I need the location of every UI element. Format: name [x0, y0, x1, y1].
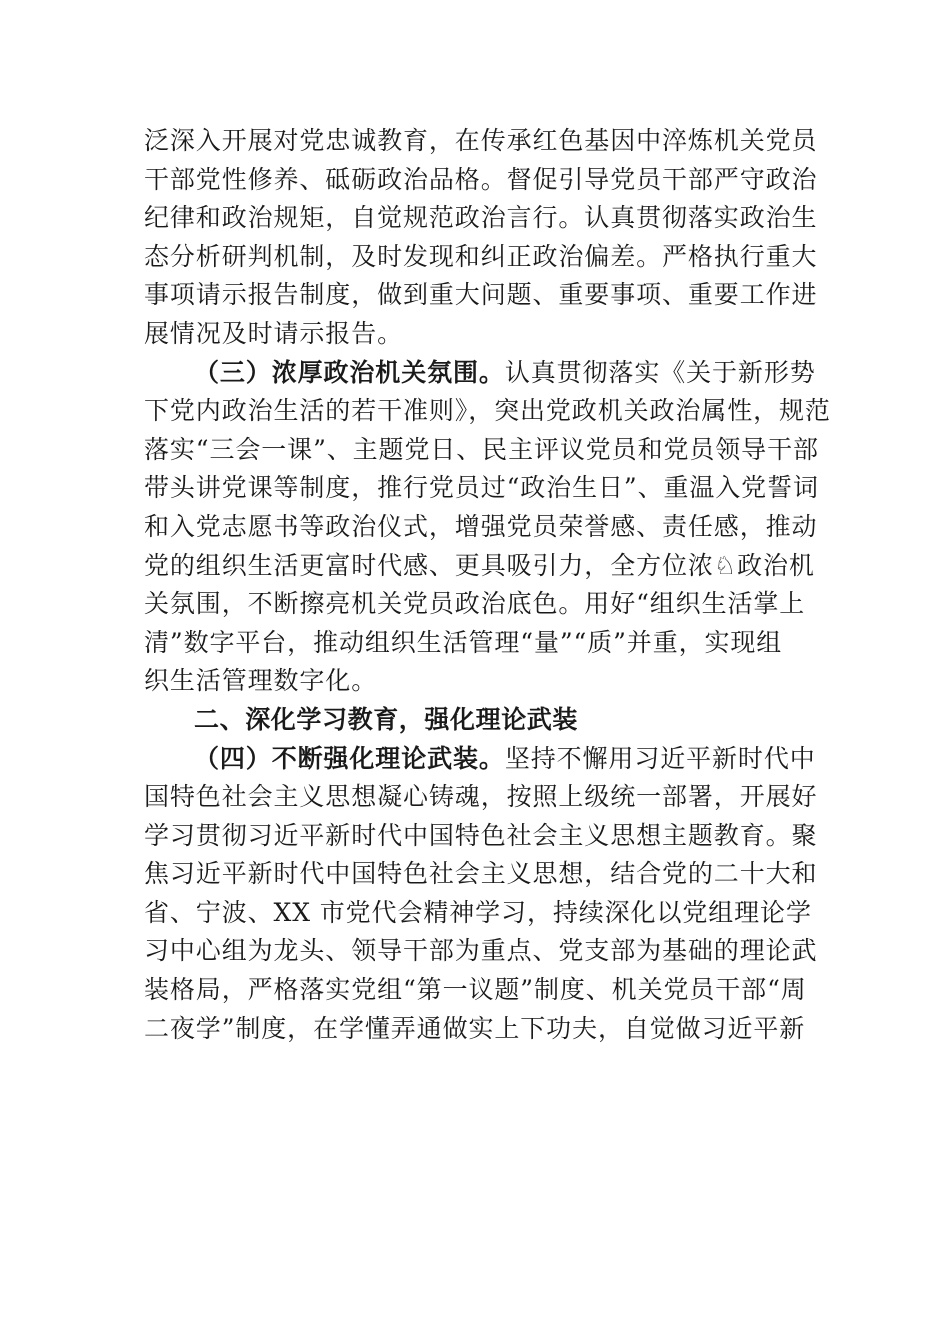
- text-line: 泛深入开展对党忠诚教育，在传承红色基因中淬炼机关党员: [144, 126, 818, 155]
- text-line: 带头讲党课等制度，推行党员过“政治生日”、重温入党誓词: [144, 473, 819, 503]
- text-line: 党的组织生活更富时代感、更具吸引力，全方位浓♘政治机: [144, 550, 815, 580]
- document-body: [144, 122, 831, 1048]
- text-line: 学习贯彻习近平新时代中国特色社会主义思想主题教育。聚: [144, 820, 818, 850]
- paragraph-loyalty-education: [144, 122, 818, 354]
- text-line: 国特色社会主义思想凝心铸魂，按照上级统一部署，开展好: [144, 782, 818, 812]
- text-line: [144, 740, 814, 779]
- text-line: 清”数字平台，推动组织生活管理“量”“质”并重，实现组: [144, 627, 783, 657]
- text-line: 和入党志愿书等政治仪式，增强党员荣誉感、责任感，推动: [144, 511, 818, 541]
- text-line: 省、宁波、XX 市党代会精神学习，持续深化以党组理论学: [144, 897, 812, 927]
- paragraph-lead-rest: 认真贯彻落实《关于新形势: [504, 357, 816, 387]
- text-line: 态分析研判机制，及时发现和纠正政治偏差。严格执行重大: [144, 241, 818, 271]
- text-line: 纪律和政治规矩，自觉规范政治言行。认真贯彻落实政治生: [144, 203, 818, 233]
- text-line: 焦习近平新时代中国特色社会主义思想，结合党的二十大和: [144, 859, 818, 889]
- text-line: 干部党性修养、砥砺政治品格。督促引导党员干部严守政治: [144, 164, 818, 194]
- paragraph-theoretical-study: [144, 740, 818, 1049]
- text-line: 装格局，严格落实党组“第一议题”制度、机关党员干部“周: [144, 975, 807, 1005]
- text-line: 下党内政治生活的若干准则》，突出党政机关政治属性，规范: [144, 396, 831, 426]
- text-line: 事项请示报告制度，做到重大问题、重要事项、重要工作进: [144, 280, 818, 310]
- paragraph-political-atmosphere: [144, 354, 831, 701]
- text-line: 落实“三会一课”、主题党日、民主评议党员和党员领导干部: [144, 434, 819, 464]
- paragraph-lead: （三）浓厚政治机关氛围。: [194, 357, 505, 387]
- text-line: 展情况及时请示报告。: [144, 318, 404, 348]
- section-heading: 二、深化学习教育，强化理论武装: [194, 704, 579, 734]
- text-line: 关氛围，不断擦亮机关党员政治底色。用好“组织生活掌上: [144, 589, 806, 619]
- text-line: 织生活管理数字化。: [144, 666, 378, 696]
- text-line: 习中心组为龙头、领导干部为重点、党支部为基础的理论武: [144, 936, 818, 966]
- paragraph-lead: （四）不断强化理论武装。: [194, 743, 505, 773]
- text-line: 二夜学”制度，在学懂弄通做实上下功夫，自觉做习近平新: [144, 1013, 806, 1043]
- paragraph-lead-rest: 坚持不懈用习近平新时代中: [504, 743, 816, 773]
- text-line: [144, 354, 814, 393]
